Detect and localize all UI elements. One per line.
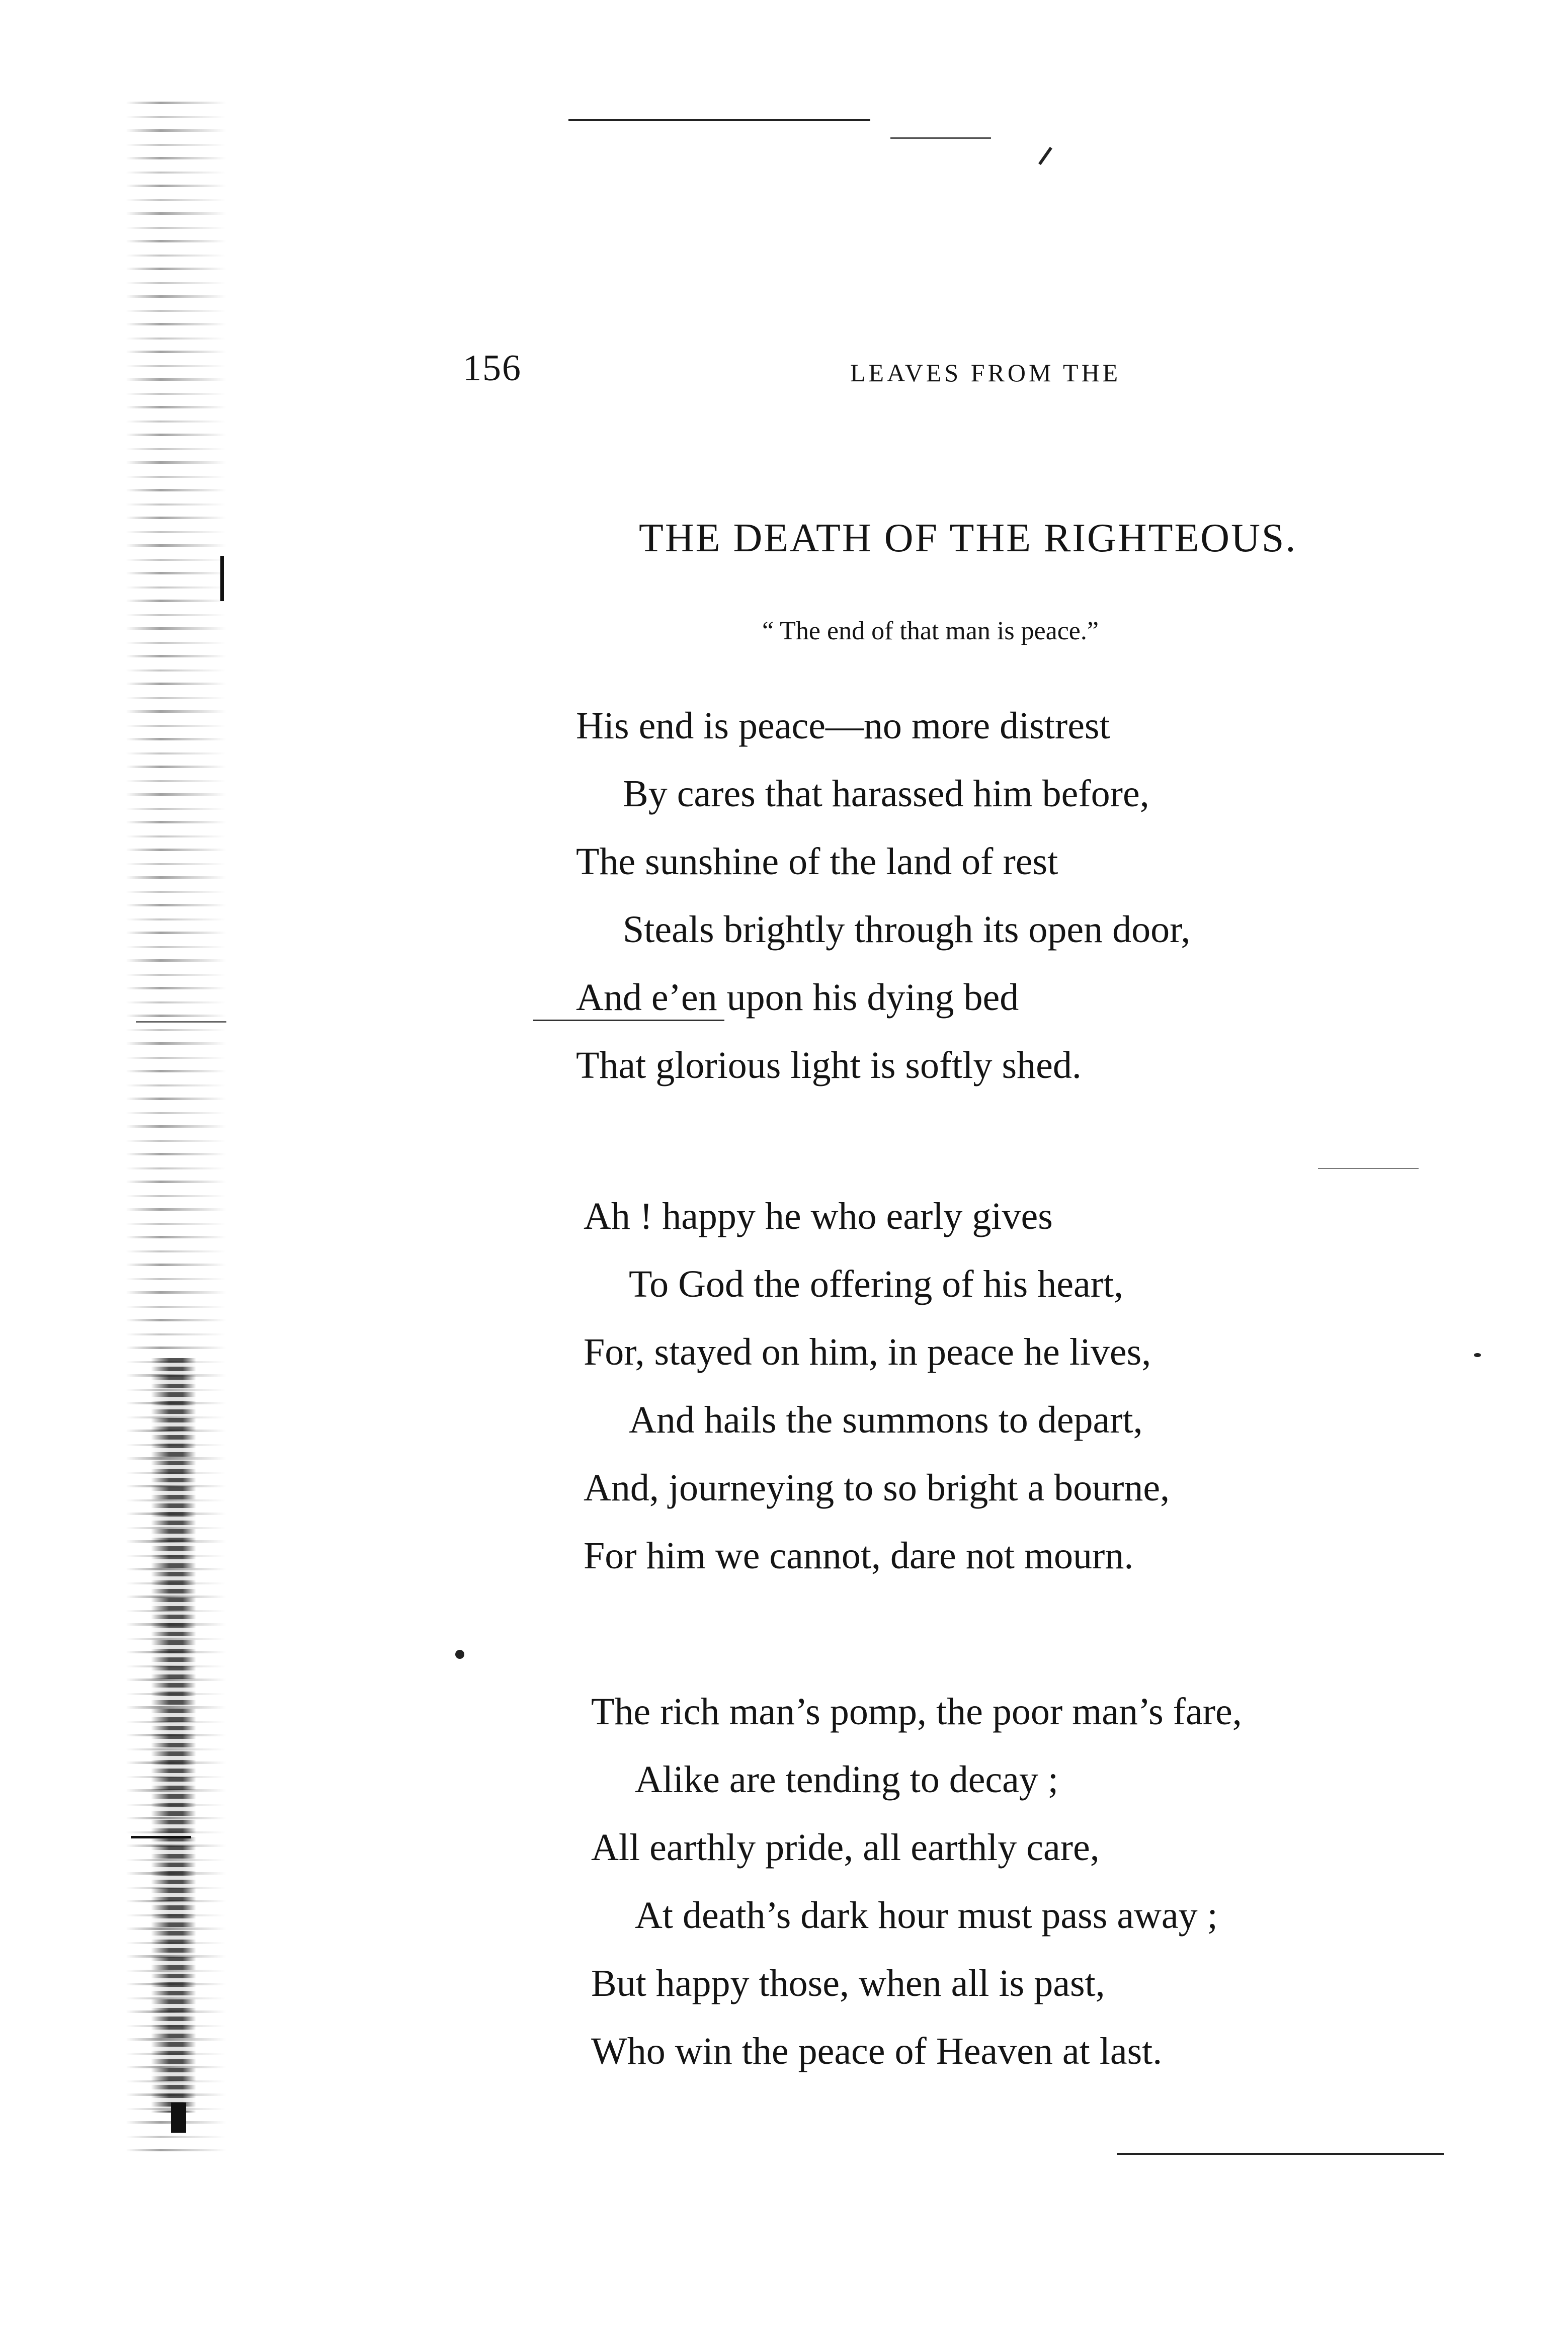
edge-mark (220, 556, 224, 601)
page-number: 156 (463, 348, 522, 389)
edge-mark (136, 1021, 226, 1023)
running-head: LEAVES FROM THE (850, 359, 1121, 387)
verse-line: For, stayed on him, in peace he lives, (584, 1331, 1151, 1373)
stray-mark (1474, 1353, 1481, 1357)
binding-edge-dark-strip (151, 1358, 196, 2113)
verse-line: All earthly pride, all earthly care, (591, 1826, 1100, 1869)
stray-mark (1038, 147, 1052, 165)
verse-line: That glorious light is softly shed. (576, 1044, 1082, 1086)
verse-line: Steals brightly through its open door, (623, 908, 1191, 951)
verse-line: To God the offering of his heart, (629, 1263, 1124, 1305)
verse-line: The rich man’s pomp, the poor man’s fare, (591, 1691, 1242, 1733)
verse-line: Alike are tending to decay ; (635, 1758, 1059, 1801)
verse-line: Who win the peace of Heaven at last. (591, 2030, 1163, 2072)
verse-line: And, journeying to so bright a bourne, (584, 1467, 1170, 1509)
verse-line: Ah ! happy he who early gives (584, 1195, 1053, 1237)
verse-line: And hails the summons to depart, (629, 1399, 1143, 1441)
stray-mark (455, 1650, 464, 1659)
underline-mark (533, 1020, 724, 1021)
verse-line: And e’en upon his dying bed (576, 976, 1019, 1019)
edge-mark (171, 2103, 186, 2133)
bottom-rule (1117, 2153, 1444, 2155)
verse-line: His end is peace—no more distrest (576, 705, 1110, 747)
poem-title: THE DEATH OF THE RIGHTEOUS. (639, 516, 1297, 560)
top-rule (568, 119, 870, 121)
verse-line: At death’s dark hour must pass away ; (635, 1894, 1218, 1937)
epigraph: “ The end of that man is peace.” (762, 617, 1099, 645)
verse-line: But happy those, when all is past, (591, 1962, 1105, 2004)
verse-line: For him we cannot, dare not mourn. (584, 1535, 1134, 1577)
dotted-mark (1318, 1168, 1419, 1169)
edge-mark (131, 1836, 191, 1838)
top-rule-fragment (890, 137, 991, 139)
verse-line: The sunshine of the land of rest (576, 841, 1058, 883)
verse-line: By cares that harassed him before, (623, 773, 1149, 815)
